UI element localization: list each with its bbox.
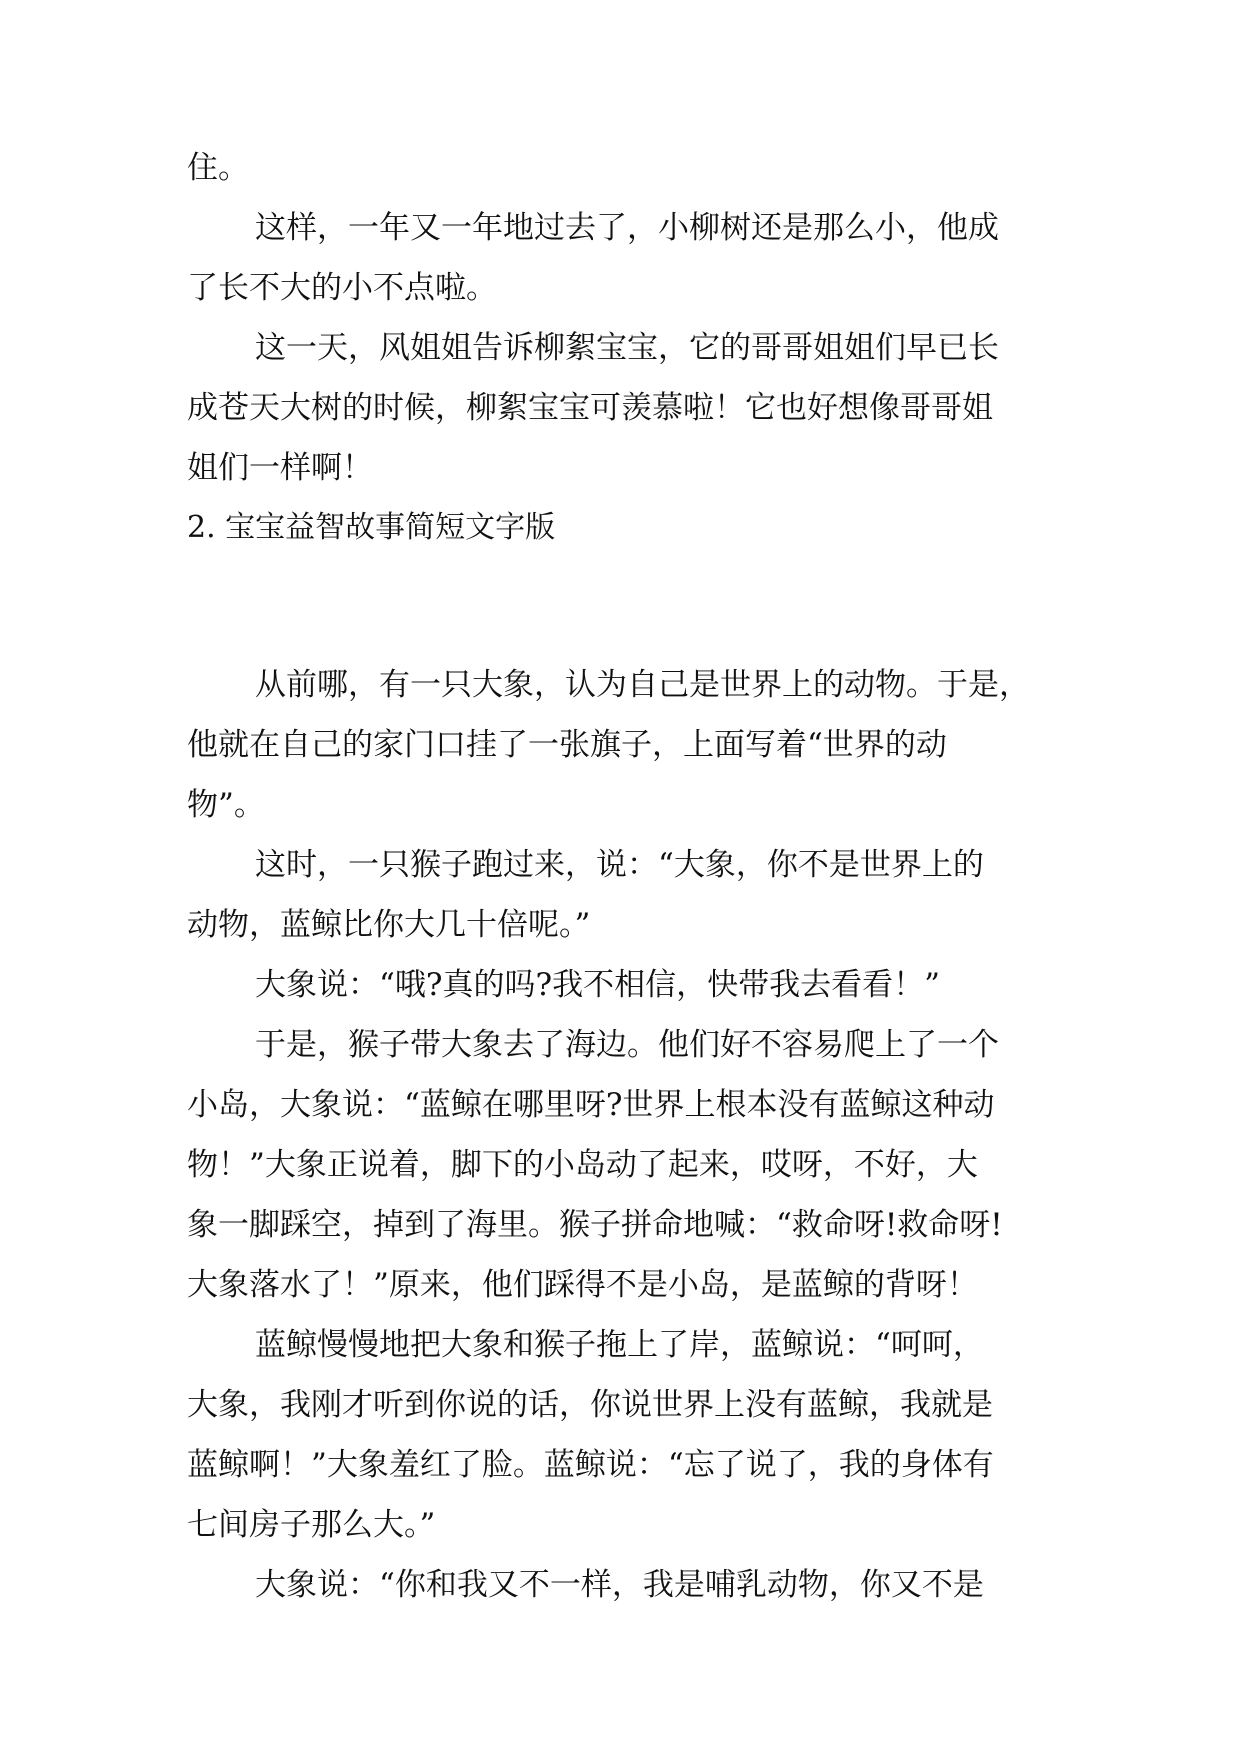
paragraph-line: 姐们一样啊！ [187, 450, 373, 486]
paragraph-line: 物”。 [187, 787, 265, 823]
paragraph-line: 了长不大的小不点啦。 [187, 270, 497, 306]
paragraph-line: 蓝鲸啊！”大象羞红了脸。蓝鲸说：“忘了说了，我的身体有 [187, 1447, 994, 1483]
paragraph-line: 动物，蓝鲸比你大几十倍呢。” [187, 907, 591, 943]
paragraph-line: 大象，我刚才听到你说的话，你说世界上没有蓝鲸，我就是 [187, 1387, 993, 1423]
section-heading: 2. 宝宝益智故事简短文字版 [187, 510, 556, 545]
paragraph-line: 他就在自己的家门口挂了一张旗子，上面写着“世界的动 [187, 727, 947, 763]
paragraph-line: 大象落水了！”原来，他们踩得不是小岛，是蓝鲸的背呀！ [187, 1267, 978, 1303]
paragraph-line: 于是，猴子带大象去了海边。他们好不容易爬上了一个 [255, 1027, 999, 1063]
paragraph-line: 从前哪，有一只大象，认为自己是世界上的动物。于是， [255, 667, 1030, 703]
paragraph-line: 这样，一年又一年地过去了，小柳树还是那么小，他成 [255, 210, 999, 246]
paragraph-line: 这一天，风姐姐告诉柳絮宝宝，它的哥哥姐姐们早已长 [255, 330, 999, 366]
document-body [187, 138, 1053, 1615]
paragraph-line: 住。 [187, 150, 249, 186]
paragraph-line: 大象说：“你和我又不一样，我是哺乳动物，你又不是 [255, 1567, 984, 1603]
paragraph-line: 蓝鲸慢慢地把大象和猴子拖上了岸，蓝鲸说：“呵呵， [255, 1327, 984, 1363]
paragraph-line: 象一脚踩空，掉到了海里。猴子拼命地喊：“救命呀!救命呀! [187, 1207, 1003, 1243]
blank-space [187, 558, 1053, 655]
paragraph-line: 物！”大象正说着，脚下的小岛动了起来，哎呀，不好，大 [187, 1147, 978, 1183]
paragraph-line: 小岛，大象说：“蓝鲸在哪里呀?世界上根本没有蓝鲸这种动 [187, 1087, 995, 1123]
paragraph-line: 成苍天大树的时候，柳絮宝宝可羡慕啦！它也好想像哥哥姐 [187, 390, 993, 426]
paragraph-line: 大象说：“哦?真的吗?我不相信，快带我去看看！” [255, 967, 940, 1003]
paragraph-line: 这时，一只猴子跑过来，说：“大象，你不是世界上的 [255, 847, 984, 883]
paragraph-line: 七间房子那么大。” [187, 1507, 436, 1543]
